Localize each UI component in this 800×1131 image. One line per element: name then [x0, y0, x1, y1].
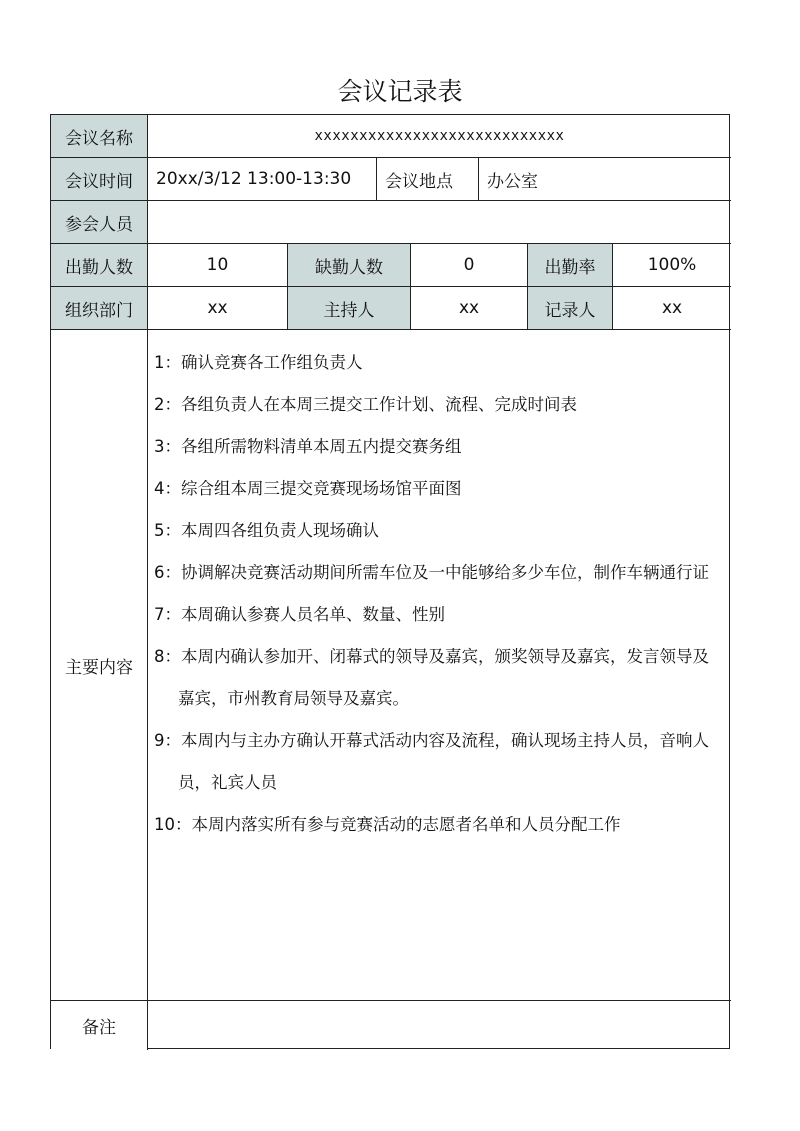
main-content-value[interactable] — [148, 330, 731, 1001]
content-item: 6：协调解决竞赛活动期间所需车位及一中能够给多少车位，制作车辆通行证 — [154, 563, 709, 582]
meeting-record-table — [50, 114, 730, 1049]
absent-count-value[interactable]: 0 — [411, 244, 528, 287]
content-item: 3：各组所需物料清单本周五内提交赛务组 — [154, 437, 462, 456]
absent-count-label: 缺勤人数 — [288, 244, 411, 287]
content-item: 5：本周四各组负责人现场确认 — [154, 521, 379, 540]
recorder-label: 记录人 — [528, 287, 613, 330]
department-label: 组织部门 — [51, 287, 148, 330]
meeting-name-value[interactable]: xxxxxxxxxxxxxxxxxxxxxxxxxxxx — [148, 115, 731, 158]
meeting-time-label: 会议时间 — [51, 158, 148, 201]
meeting-name-label: 会议名称 — [51, 115, 148, 158]
content-item: 1：确认竞赛各工作组负责人 — [154, 353, 363, 372]
document-title: 会议记录表 — [337, 77, 463, 106]
recorder-value[interactable]: xx — [613, 287, 731, 330]
attendance-rate-value[interactable]: 100% — [613, 244, 731, 287]
attendees-value[interactable] — [148, 201, 731, 244]
host-label: 主持人 — [288, 287, 411, 330]
attendance-rate-label: 出勤率 — [528, 244, 613, 287]
content-item: 9：本周内与主办方确认开幕式活动内容及流程，确认现场主持人员，音响人员，礼宾人员 — [154, 731, 709, 792]
remarks-label: 备注 — [51, 1001, 148, 1050]
content-item: 7：本周确认参赛人员名单、数量、性别 — [154, 605, 445, 624]
host-value[interactable]: xx — [411, 287, 528, 330]
present-count-label: 出勤人数 — [51, 244, 148, 287]
content-item: 4：综合组本周三提交竞赛现场场馆平面图 — [154, 479, 462, 498]
content-item-list — [154, 342, 725, 846]
present-count-value[interactable]: 10 — [148, 244, 288, 287]
content-item: 2：各组负责人在本周三提交工作计划、流程、完成时间表 — [154, 395, 577, 414]
attendees-label: 参会人员 — [51, 201, 148, 244]
meeting-place-value[interactable]: 办公室 — [479, 158, 731, 201]
meeting-place-label: 会议地点 — [377, 158, 479, 201]
content-item: 10：本周内落实所有参与竞赛活动的志愿者名单和人员分配工作 — [154, 815, 621, 834]
content-item: 8：本周内确认参加开、闭幕式的领导及嘉宾，颁奖领导及嘉宾，发言领导及嘉宾，市州教育局领导及嘉宾。 — [154, 647, 709, 708]
meeting-time-value[interactable]: 20xx/3/12 13:00-13:30 — [148, 158, 377, 201]
remarks-value[interactable] — [148, 1001, 731, 1050]
main-content-label: 主要内容 — [51, 330, 148, 1001]
department-value[interactable]: xx — [148, 287, 288, 330]
